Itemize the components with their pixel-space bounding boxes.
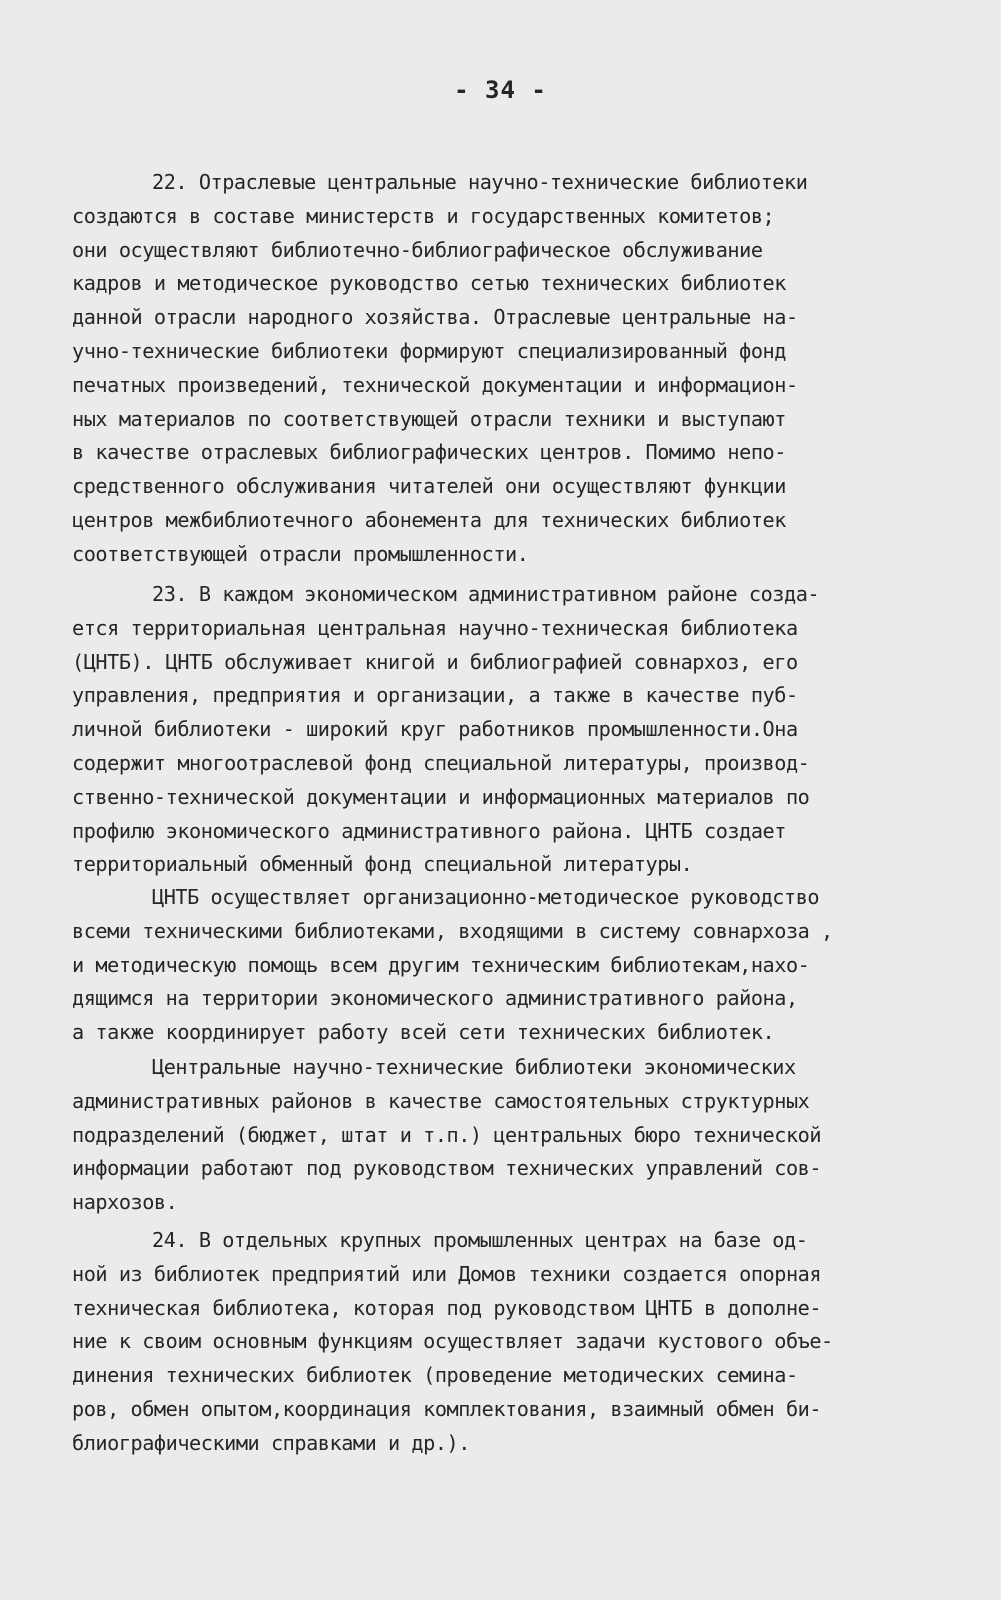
text-line: подразделений (бюджет, штат и т.п.) центральных бюро технической <box>72 1122 822 1147</box>
text-line: учно-технические библиотеки формируют специализированный фонд <box>72 338 786 363</box>
paragraph-23-central <box>72 1051 952 1220</box>
text-line: ных материалов по соответствующей отрасли техники и выступают <box>72 406 786 431</box>
paragraph-23 <box>72 578 952 882</box>
text-line: в качестве отраслевых библиографических центров. Помимо непо- <box>72 440 786 465</box>
text-line: средственного обслуживания читателей они осуществляют функции <box>72 474 786 499</box>
text-line: личной библиотеки - широкий круг работников промышленности.Она <box>72 717 798 742</box>
text-line: ется территориальная центральная научно-техническая библиотека <box>72 615 798 640</box>
paragraph-22 <box>72 166 952 572</box>
text-line: (ЦНТБ). ЦНТБ обслуживает книгой и библиографией совнархоз, его <box>72 649 798 674</box>
text-line: и методическую помощь всем другим техническим библиотекам,нахо- <box>72 952 810 977</box>
text-line: кадров и методическое руководство сетью технических библиотек <box>72 271 786 296</box>
text-line: 23. В каждом экономическом административном районе созда- <box>152 582 820 606</box>
text-line: 24. В отдельных крупных промышленных центрах на базе од- <box>152 1228 808 1252</box>
text-line: ственно-технической документации и информационных материалов по <box>72 784 810 809</box>
text-line: соответствующей отрасли промышленности. <box>72 541 529 566</box>
paragraph-24 <box>72 1224 952 1461</box>
text-line: нархозов. <box>72 1190 178 1215</box>
text-line: печатных произведений, технической документации и информацион- <box>72 372 798 397</box>
text-line: они осуществляют библиотечно-библиографическое обслуживание <box>72 237 763 262</box>
paragraph-23-cntb <box>72 881 952 1050</box>
text-line: дящимся на территории экономического административного района, <box>72 986 798 1011</box>
text-line: ной из библиотек предприятий или Домов техники создается опорная <box>72 1261 822 1286</box>
text-line: Центральные научно-технические библиотеки экономических <box>152 1055 796 1079</box>
text-line: содержит многоотраслевой фонд специальной литературы, производ- <box>72 750 810 775</box>
text-line: 22. Отраслевые центральные научно-технические библиотеки <box>152 170 808 194</box>
text-line: создаются в составе министерств и государственных комитетов; <box>72 203 775 228</box>
text-line: ров, обмен опытом,координация комплектования, взаимный обмен би- <box>72 1396 822 1421</box>
text-line: профилю экономического административного района. ЦНТБ создает <box>72 818 786 843</box>
text-line: а также координирует работу всей сети технических библиотек. <box>72 1020 775 1045</box>
text-line: всеми техническими библиотеками, входящими в систему совнархоза , <box>72 918 833 943</box>
text-line: административных районов в качестве самостоятельных структурных <box>72 1088 810 1113</box>
text-line: территориальный обменный фонд специальной литературы. <box>72 852 693 877</box>
text-line: блиографическими справками и др.). <box>72 1430 470 1455</box>
page-number: - 34 - <box>454 76 547 104</box>
text-line: техническая библиотека, которая под руководством ЦНТБ в дополне- <box>72 1295 822 1320</box>
text-line: динения технических библиотек (проведение методических семина- <box>72 1363 798 1388</box>
text-line: управления, предприятия и организации, а также в качестве пуб- <box>72 683 798 708</box>
text-line: данной отрасли народного хозяйства. Отраслевые центральные на- <box>72 305 798 330</box>
text-line: центров межбиблиотечного абонемента для технических библиотек <box>72 507 786 532</box>
text-line: информации работают под руководством технических управлений сов- <box>72 1156 822 1181</box>
text-line: ЦНТБ осуществляет организационно-методическое руководство <box>152 885 820 909</box>
text-line: ние к своим основным функциям осуществляет задачи кустового объе- <box>72 1329 833 1354</box>
